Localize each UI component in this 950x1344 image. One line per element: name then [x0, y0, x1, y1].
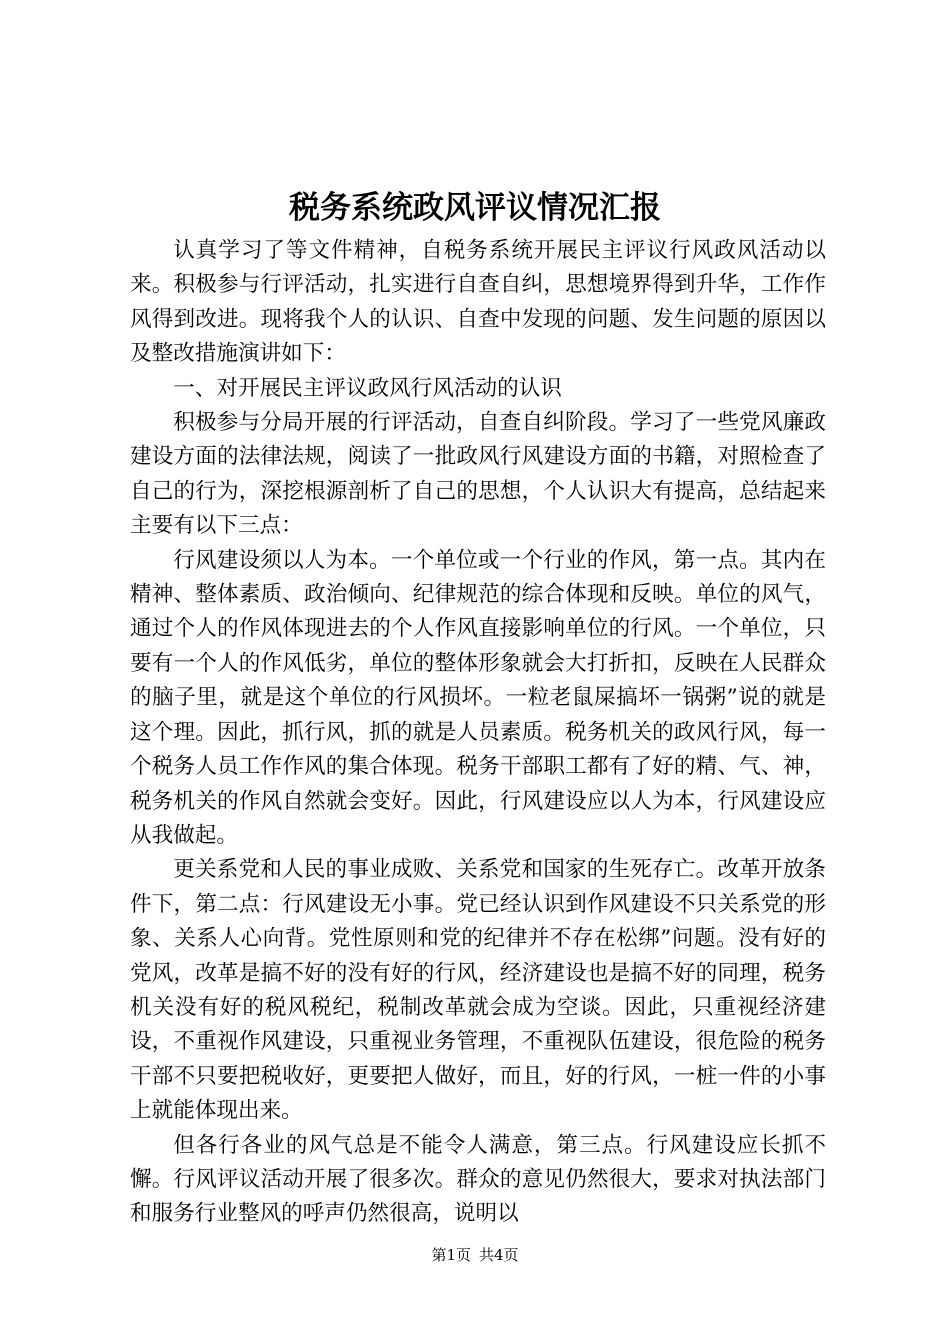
- section-heading: 一、对开展民主评议政风行风活动的认识: [173, 375, 562, 401]
- paragraph-summary: 积极参与分局开展的行评活动，自查自纠阶段。学习了一些党风廉政建设方面的法律法规，阅读了一批政风行风建设方面的书籍，对照检查了自己的行为，深挖根源剖析了自己的思想，个人认识大有提高，总结起来主要有以下三点：: [130, 410, 826, 539]
- paragraph-point-three: 但各行各业的风气总是不能令人满意，第三点。行风建设应长抓不懈。行风评议活动开展了很多次。群众的意见仍然很大，要求对执法部门和服务行业整风的呼声仍然很高，说明以: [130, 1132, 826, 1227]
- page-number: 第1页: [431, 1246, 471, 1264]
- document-title: 税务系统政风评议情况汇报: [289, 190, 661, 226]
- page-total: 共4页: [479, 1246, 519, 1264]
- page-footer: [0, 1244, 950, 1265]
- paragraph-intro: 认真学习了等文件精神，自税务系统开展民主评议行风政风活动以来。积极参与行评活动，扎实进行自查自纠，思想境界得到升华，工作作风得到改进。现将我个人的认识、自查中发现的问题、发生问题的原因以及整改措施演讲如下：: [130, 238, 826, 367]
- paragraph-point-two: 更关系党和人民的事业成败、关系党和国家的生死存亡。改革开放条件下，第二点：行风建设无小事。党已经认识到作风建设不只关系党的形象、关系人心向背。党性原则和党的纪律并不存在松绑”问题。没有好的党风，改革是搞不好的没有好的行风，经济建设也是搞不好的同理，税务机关没有好的税风税纪，税制改革就会成为空谈。因此，只重视经济建设，不重视作风建设，只重视业务管理，不重视队伍建设，很危险的税务干部不只要把税收好，更要把人做好，而且，好的行风，一桩一件的小事上就能体现出来。: [130, 857, 826, 1124]
- document-body: [130, 234, 826, 1232]
- paragraph-point-one: 行风建设须以人为本。一个单位或一个行业的作风，第一点。其内在精神、整体素质、政治倾向、纪律规范的综合体现和反映。单位的风气，通过个人的作风体现进去的个人作风直接影响单位的行风。一个单位，只要有一个人的作风低劣，单位的整体形象就会大打折扣，反映在人民群众的脑子里，就是这个单位的行风损坏。一粒老鼠屎搞坏一锅粥”说的就是这个理。因此，抓行风，抓的就是人员素质。税务机关的政风行风，每一个税务人员工作作风的集合体现。税务干部职工都有了好的精、气、神，税务机关的作风自然就会变好。因此，行风建设应以人为本，行风建设应从我做起。: [130, 547, 826, 848]
